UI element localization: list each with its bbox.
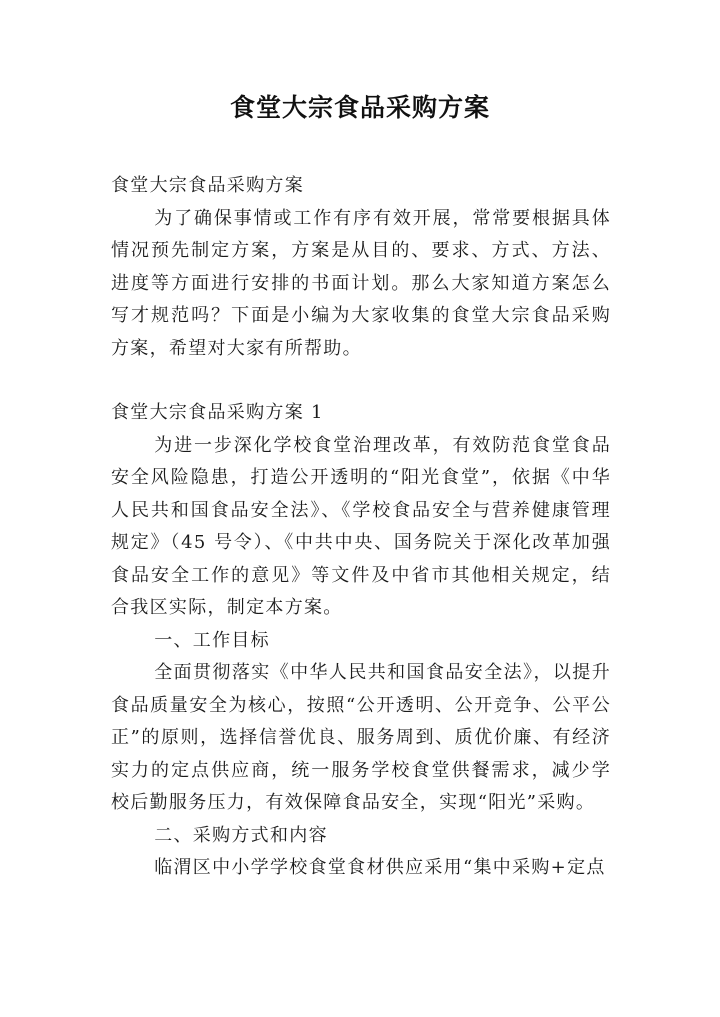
document-title: 食堂大宗食品采购方案 [229, 93, 490, 122]
paragraph-1: 为进一步深化学校食堂治理改革，有效防范食堂食品安全风险隐患，打造公开透明的“阳光食堂”，依据《中华人民共和国食品安全法》、《学校食品安全与营养健康管理规定》（45 号令）、《中共中央、国务院关于深化改革加强食品安全工作的意见》等文件及中省市其他相关规定，结合我区实际，制定本方案。 [111, 434, 611, 618]
subtitle: 食堂大宗食品采购方案 [111, 175, 304, 196]
paragraph-gap [111, 365, 611, 397]
paragraph-2: 全面贯彻落实《中华人民共和国食品安全法》，以提升食品质量安全为核心，按照“公开透明、公开竞争、公平公正”的原则，选择信誉优良、服务周到、质优价廉、有经济实力的定点供应商，统一服务学校食堂供餐需求，减少学校后勤服务压力，有效保障食品安全，实现“阳光”采购。 [111, 662, 611, 813]
section-title: 食堂大宗食品采购方案 1 [111, 402, 324, 423]
paragraph-3: 临渭区中小学学校食堂食材供应采用“集中采购+定点 [154, 857, 606, 878]
heading-procurement-method: 二、采购方式和内容 [154, 824, 328, 846]
heading-work-goals: 一、工作目标 [154, 629, 270, 651]
document-body [111, 170, 611, 885]
intro-paragraph: 为了确保事情或工作有序有效开展，常常要根据具体情况预先制定方案，方案是从目的、要求、方式、方法、进度等方面进行安排的书面计划。那么大家知道方案怎么写才规范吗？下面是小编为大家收集的食堂大宗食品采购方案，希望对大家有所帮助。 [111, 207, 611, 359]
